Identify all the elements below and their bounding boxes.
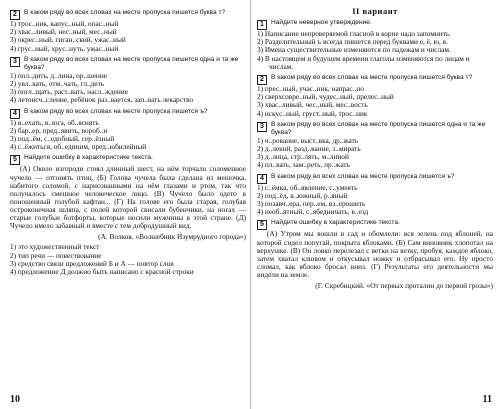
question-text: В каком ряду во всех словах на месте пропуска пишется одна и та же буква? xyxy=(24,55,239,71)
option: 4) грус..ный, хрус..нуть, ужас..ный xyxy=(10,43,119,53)
question-number: 3 xyxy=(10,57,20,67)
text-passage: (А) Около изгороди стоял длинный шест, на нём торчало соломенное чучело — отгонять птиц. (Б) Голова чучела была сделана из мешочка, набитого соломой, с нарисованными на нём глазами и ртом, так что получалось смешное человеческое лицо. (В) Чучело было одето в поношенный голубой кафтан... (Г) На голове его была старая, голубая остроконечная шляпа, с полей которой свисали бубенчики, на ногах — старые голубые ботфорты, которые носили мужчины в этой стране. (Д) Чучело имело забавный и вместе с тем добродушный вид. xyxy=(10,164,246,231)
question-number: 1 xyxy=(257,20,267,30)
option: 2) сверхсовре..ный, чудес..ный, прелес..ный xyxy=(257,92,394,102)
option: 2) Разделительный ъ всегда пишется перед буквами е, ё, ю, я. xyxy=(257,37,448,47)
text-passage: (А) Утром мы вошли в сад и обомлели: вся зелень под яблоней, на которой сидел попугай, покрыта яблоками. (Б) Сам виновник хлопотал на верхушке. (В) Он ловко перелезал с ветки на ветку, пробуя, каждое яблоко, затем хватал клювом и откусывал ножку и отбрасывал его. Ну просто сломал, как яблоко бросал вниз. (Г) Результаты его деятельности мы видели на земле. xyxy=(257,229,493,279)
question-number: 4 xyxy=(10,109,20,119)
option: 2) хвас..ливый, нес..ный, мес..ный xyxy=(10,27,117,37)
page-number-left: 10 xyxy=(10,394,20,405)
question-number: 5 xyxy=(257,220,267,230)
option: 3) погл..щать, раст..вать, насл..ждение xyxy=(10,87,128,97)
option: 2) бар..ер, пред..явить, вороб..и xyxy=(10,125,108,135)
question-number: 2 xyxy=(257,75,267,85)
option: 1) с..ёмка, об..явление, с..умеять xyxy=(257,182,358,192)
option: 3) хвас..ливый, чес..ный, мес..вость xyxy=(257,100,368,110)
question-3-left xyxy=(10,56,246,72)
question-text: В каком ряду во всех словах на месте пропуска пишется ъ? xyxy=(24,107,208,115)
option: 1) ч..рование, выст..вка, др..жать xyxy=(257,135,359,145)
page-number-right: 11 xyxy=(482,394,492,405)
option: 4) В настоящем и будущем времени глаголы изменяются по лицам и числам. xyxy=(257,53,470,71)
question-text: В каком ряду во всех словах на месте пропуска пишется буква т? xyxy=(24,9,226,16)
option: 1) Написание непроверяемой гласной в корне надо запомнить. xyxy=(257,29,452,38)
option: 4) пл..вать, зам..реть, пр..жать xyxy=(257,160,350,170)
option: 2) увл..кать, отм..чать, гл..деть xyxy=(10,79,105,89)
question-number: 4 xyxy=(257,174,267,184)
right-page xyxy=(257,6,493,292)
question-text: Найдите ошибку в характеристике текста. xyxy=(24,154,153,162)
option: 1) пол..дить, д..лина, ор..шение xyxy=(10,70,107,80)
question-text: Найдите ошибку в характеристике текста. xyxy=(271,219,400,227)
question-3-right xyxy=(257,121,493,137)
question-number: 2 xyxy=(10,10,20,20)
option: 1) трос..ник, капус..ный, опас..ный xyxy=(10,19,119,28)
question-number: 3 xyxy=(257,122,267,132)
option: 4) с..ёжиться, об..единим, пред..юбилейный xyxy=(10,142,147,152)
left-page xyxy=(10,6,246,276)
page-divider xyxy=(250,0,251,409)
question-4-left xyxy=(10,108,246,119)
option: 4) необ..ятный, с..ябедничать, в..езд xyxy=(257,207,369,217)
option: 3) позавч..ера, пер..ем, вз..ерошить xyxy=(257,199,366,209)
option: 1) прес..ный, учас..ник, напрас..но xyxy=(257,84,364,94)
option: 4) предложение Д должно быть написано с красной строки xyxy=(10,267,194,276)
option: 3) Имена существительные изменяются по падежам и числам. xyxy=(257,45,451,55)
option: 1) в..ехать, в..юга, об..яснять xyxy=(10,117,99,127)
option: 3) средство связи предложений Б и А — повтор слов xyxy=(10,258,174,268)
text-source: (А. Волков. «Волшебник Изумрудного города») xyxy=(98,232,246,242)
variant-title: II вариант xyxy=(352,6,398,16)
option: 3) под..ём, с..едобный, сер..ёзный xyxy=(10,134,115,144)
question-text: В каком ряду во всех словах на месте пропуска пишется одна и та же буква? xyxy=(271,120,486,136)
option: 3) окрес..ный, гиган..ский, ужас..ный xyxy=(10,35,126,45)
option: 2) под..ёд, в..южный, р..яный xyxy=(257,190,348,200)
option: 3) д..лица, стр..лять, м..линой xyxy=(257,152,349,162)
question-number: 5 xyxy=(10,155,20,165)
question-text: В каком ряду во всех словах на месте пропуска пишется буква т? xyxy=(271,74,473,82)
question-text: Найдите неверное утверждение. xyxy=(271,19,372,26)
option: 1) это художественный текст xyxy=(10,242,100,252)
question-4-right xyxy=(257,173,493,184)
option: 4) искус..ный, груст..ный, трос..ник xyxy=(257,108,368,118)
text-source: (Г. Скребицкий. «От первых проталин до первой грозы») xyxy=(315,281,493,291)
option: 2) д..лекий, разд..вание, з..мирать xyxy=(257,144,361,154)
option: 4) летоисч..сление, ребёнок раз..вается, зап..вать лекарство xyxy=(10,95,194,105)
option: 2) тип речи — повествование xyxy=(10,250,102,260)
question-text: В каком ряду во всех словах на месте пропуска пишется ъ? xyxy=(271,172,455,180)
